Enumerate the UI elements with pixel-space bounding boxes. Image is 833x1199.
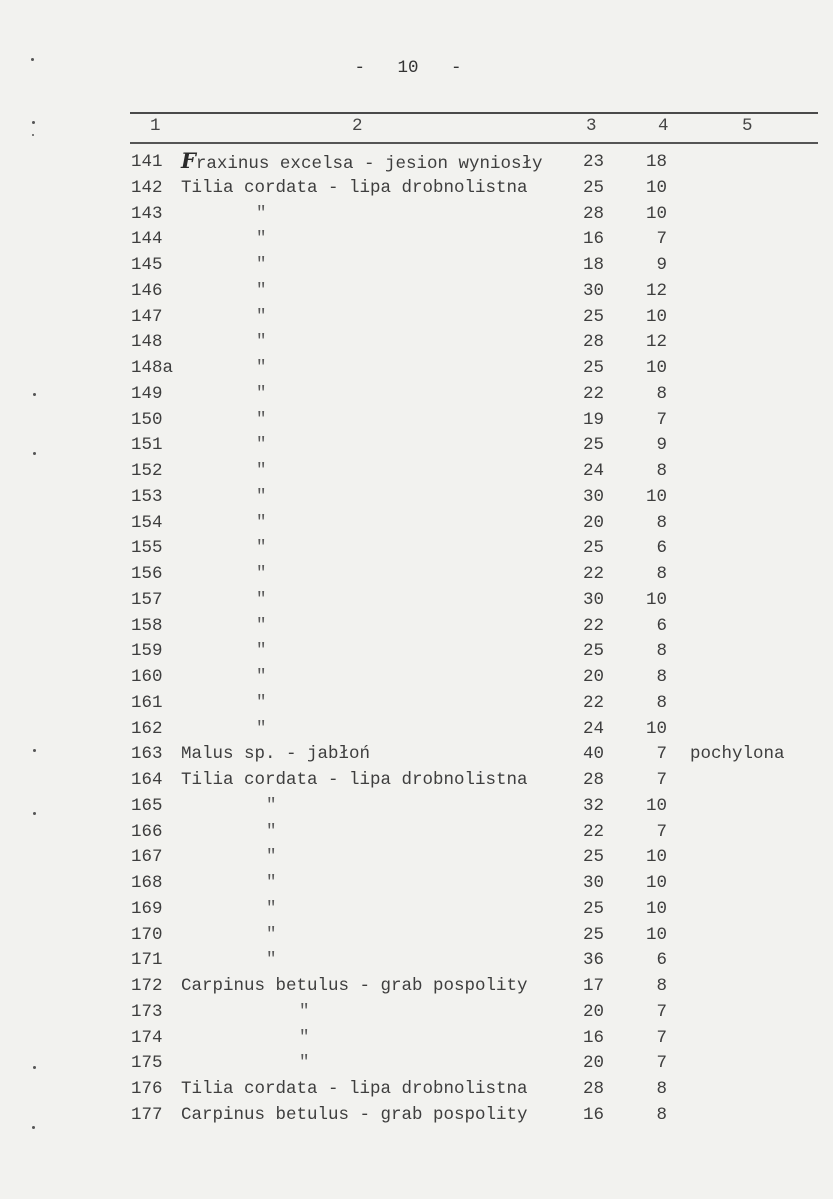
- row-number-cell: 162: [131, 718, 163, 739]
- ditto-mark: ": [266, 873, 277, 893]
- col4-value-cell: 10: [645, 795, 667, 816]
- row-number-cell: 145: [131, 255, 163, 275]
- table-row: [0, 794, 833, 820]
- col4-value-cell: 10: [645, 873, 667, 893]
- col3-value-cell: 20: [582, 1053, 604, 1074]
- col3-value-cell: 25: [582, 306, 604, 327]
- table-row: [0, 562, 833, 588]
- table-row: [0, 691, 833, 717]
- ditto-mark: ": [266, 898, 277, 919]
- col3-value-cell: 16: [582, 1104, 604, 1125]
- table-row: [0, 614, 833, 640]
- col4-value-cell: 8: [656, 1104, 667, 1125]
- table-row: [0, 974, 833, 1000]
- ditto-mark: ": [256, 409, 267, 430]
- col3-value-cell: 25: [582, 847, 604, 868]
- col3-value-cell: 24: [582, 461, 604, 481]
- table-row: [0, 511, 833, 537]
- header-col-1: 1: [150, 116, 161, 136]
- table-row: [0, 588, 833, 614]
- table-row: [0, 1051, 833, 1077]
- header-col-5: 5: [742, 116, 753, 136]
- col4-value-cell: 8: [656, 667, 667, 687]
- table-row: [0, 665, 833, 691]
- header-col-3: 3: [586, 116, 597, 136]
- row-number-cell: 141: [131, 152, 163, 172]
- table-row: [0, 150, 833, 176]
- col4-value-cell: 12: [645, 332, 667, 353]
- col4-value-cell: 7: [656, 821, 667, 842]
- ditto-mark: ": [256, 564, 267, 584]
- col4-value-cell: 6: [656, 950, 667, 971]
- col4-value-cell: 18: [645, 152, 667, 172]
- ditto-mark: ": [256, 692, 267, 713]
- row-number-cell: 143: [131, 203, 163, 224]
- col4-value-cell: 8: [656, 692, 667, 713]
- table-row: [0, 433, 833, 459]
- col3-value-cell: 22: [582, 615, 604, 636]
- table-row: [0, 382, 833, 408]
- table-row: [0, 227, 833, 253]
- ditto-mark: ": [266, 847, 277, 868]
- col4-value-cell: 10: [645, 847, 667, 868]
- row-number-cell: 168: [131, 873, 163, 893]
- col4-value-cell: 10: [645, 898, 667, 919]
- row-number-cell: 144: [131, 229, 163, 250]
- col3-value-cell: 28: [582, 203, 604, 224]
- species-cell: Tilia cordata - lipa drobnolistna: [181, 770, 528, 790]
- col3-value-cell: 25: [582, 435, 604, 456]
- col4-value-cell: 7: [656, 1001, 667, 1022]
- col4-value-cell: 9: [656, 435, 667, 456]
- row-number-cell: 175: [131, 1053, 163, 1074]
- row-number-cell: 157: [131, 589, 163, 610]
- ditto-mark: ": [299, 1001, 310, 1022]
- row-number-cell: 148a: [131, 358, 174, 378]
- row-number-cell: 170: [131, 924, 163, 945]
- table-row: [0, 897, 833, 923]
- table-row: [0, 330, 833, 356]
- species-cell: Tilia cordata - lipa drobnolistna: [181, 177, 528, 198]
- table-row: [0, 639, 833, 665]
- col3-value-cell: 17: [582, 976, 604, 996]
- page-number: - 10 -: [354, 58, 462, 78]
- row-number-cell: 152: [131, 461, 163, 481]
- row-number-cell: 172: [131, 976, 163, 996]
- col3-value-cell: 18: [582, 255, 604, 275]
- row-number-cell: 155: [131, 538, 163, 559]
- row-number-cell: 171: [131, 950, 163, 971]
- table-row: [0, 279, 833, 305]
- ditto-mark: ": [256, 203, 267, 224]
- table-row: [0, 845, 833, 871]
- col3-value-cell: 30: [582, 280, 604, 301]
- ditto-mark: ": [256, 589, 267, 610]
- row-number-cell: 142: [131, 177, 163, 198]
- table-row: [0, 408, 833, 434]
- col4-value-cell: 6: [656, 538, 667, 559]
- header-bottom-rule: [130, 142, 818, 144]
- row-number-cell: 156: [131, 564, 163, 584]
- col3-value-cell: 25: [582, 641, 604, 662]
- col3-value-cell: 32: [582, 795, 604, 816]
- table-row: [0, 305, 833, 331]
- col3-value-cell: 25: [582, 358, 604, 378]
- row-number-cell: 165: [131, 795, 163, 816]
- table-row: [0, 253, 833, 279]
- ditto-mark: ": [256, 358, 267, 378]
- row-number-cell: 163: [131, 744, 163, 765]
- col3-value-cell: 20: [582, 512, 604, 533]
- table-row: [0, 820, 833, 846]
- ditto-mark: ": [256, 435, 267, 456]
- col4-value-cell: 7: [656, 744, 667, 765]
- ditto-mark: ": [256, 641, 267, 662]
- ditto-mark: ": [256, 718, 267, 739]
- col4-value-cell: 10: [645, 589, 667, 610]
- row-number-cell: 176: [131, 1079, 163, 1099]
- ditto-mark: ": [266, 795, 277, 816]
- row-number-cell: 169: [131, 898, 163, 919]
- remarks-cell: pochylona: [690, 744, 785, 765]
- row-number-cell: 146: [131, 280, 163, 301]
- table-row: [0, 948, 833, 974]
- row-number-cell: 147: [131, 306, 163, 327]
- table-row: [0, 1026, 833, 1052]
- ditto-mark: ": [256, 255, 267, 275]
- ditto-mark: ": [256, 332, 267, 353]
- col4-value-cell: 7: [656, 409, 667, 430]
- table-row: [0, 459, 833, 485]
- col3-value-cell: 28: [582, 770, 604, 790]
- row-number-cell: 166: [131, 821, 163, 842]
- col4-value-cell: 12: [645, 280, 667, 301]
- ditto-mark: ": [256, 383, 267, 404]
- species-cell: Malus sp. - jabłoń: [181, 744, 371, 765]
- ditto-mark: ": [256, 306, 267, 327]
- ditto-mark: ": [256, 486, 267, 507]
- table-row: [0, 742, 833, 768]
- col3-value-cell: 24: [582, 718, 604, 739]
- ditto-mark: ": [256, 667, 267, 687]
- col3-value-cell: 23: [582, 152, 604, 172]
- table-row: [0, 485, 833, 511]
- row-number-cell: 173: [131, 1001, 163, 1022]
- species-cell: Tilia cordata - lipa drobnolistna: [181, 1079, 528, 1099]
- table-row: [0, 923, 833, 949]
- col3-value-cell: 28: [582, 1079, 604, 1099]
- col4-value-cell: 8: [656, 461, 667, 481]
- col4-value-cell: 10: [645, 718, 667, 739]
- col3-value-cell: 36: [582, 950, 604, 971]
- col3-value-cell: 16: [582, 229, 604, 250]
- header-top-rule: [130, 112, 818, 114]
- col4-value-cell: 7: [656, 770, 667, 790]
- species-cell: Carpinus betulus - grab pospolity: [181, 976, 528, 996]
- col3-value-cell: 20: [582, 1001, 604, 1022]
- table-row: [0, 176, 833, 202]
- table-row: [0, 871, 833, 897]
- table-row: [0, 356, 833, 382]
- row-number-cell: 151: [131, 435, 163, 456]
- col3-value-cell: 22: [582, 692, 604, 713]
- col3-value-cell: 22: [582, 821, 604, 842]
- ditto-mark: ": [266, 821, 277, 842]
- row-number-cell: 158: [131, 615, 163, 636]
- margin-mark: [32, 121, 35, 124]
- col3-value-cell: 22: [582, 564, 604, 584]
- table-row: [0, 1000, 833, 1026]
- row-number-cell: 177: [131, 1104, 163, 1125]
- species-cell: Fraxinus excelsa - jesion wyniosły: [181, 148, 543, 174]
- col4-value-cell: 6: [656, 615, 667, 636]
- ditto-mark: ": [256, 512, 267, 533]
- col4-value-cell: 10: [645, 924, 667, 945]
- row-number-cell: 154: [131, 512, 163, 533]
- col3-value-cell: 30: [582, 486, 604, 507]
- col3-value-cell: 25: [582, 177, 604, 198]
- col3-value-cell: 25: [582, 538, 604, 559]
- species-cell: Carpinus betulus - grab pospolity: [181, 1104, 528, 1125]
- table-row: [0, 717, 833, 743]
- col3-value-cell: 25: [582, 924, 604, 945]
- ditto-mark: ": [256, 615, 267, 636]
- row-number-cell: 153: [131, 486, 163, 507]
- table-row: [0, 1077, 833, 1103]
- col4-value-cell: 10: [645, 177, 667, 198]
- col4-value-cell: 8: [656, 1079, 667, 1099]
- margin-mark: [32, 134, 34, 136]
- ditto-mark: ": [256, 229, 267, 250]
- table-row: [0, 536, 833, 562]
- header-col-2: 2: [352, 116, 363, 136]
- col4-value-cell: 8: [656, 383, 667, 404]
- col3-value-cell: 22: [582, 383, 604, 404]
- ditto-mark: ": [266, 924, 277, 945]
- col4-value-cell: 8: [656, 641, 667, 662]
- row-number-cell: 160: [131, 667, 163, 687]
- col4-value-cell: 10: [645, 486, 667, 507]
- col3-value-cell: 19: [582, 409, 604, 430]
- table-row: [0, 202, 833, 228]
- row-number-cell: 174: [131, 1027, 163, 1048]
- col3-value-cell: 16: [582, 1027, 604, 1048]
- ditto-mark: ": [256, 538, 267, 559]
- ditto-mark: ": [256, 461, 267, 481]
- col4-value-cell: 8: [656, 976, 667, 996]
- row-number-cell: 150: [131, 409, 163, 430]
- ditto-mark: ": [299, 1027, 310, 1048]
- row-number-cell: 148: [131, 332, 163, 353]
- col4-value-cell: 7: [656, 229, 667, 250]
- col4-value-cell: 10: [645, 306, 667, 327]
- col3-value-cell: 30: [582, 589, 604, 610]
- table-row: [0, 768, 833, 794]
- col3-value-cell: 40: [582, 744, 604, 765]
- col4-value-cell: 7: [656, 1027, 667, 1048]
- col4-value-cell: 8: [656, 564, 667, 584]
- ditto-mark: ": [256, 280, 267, 301]
- col3-value-cell: 25: [582, 898, 604, 919]
- col4-value-cell: 10: [645, 203, 667, 224]
- table-row: [0, 1103, 833, 1129]
- row-number-cell: 149: [131, 383, 163, 404]
- row-number-cell: 161: [131, 692, 163, 713]
- col3-value-cell: 30: [582, 873, 604, 893]
- col4-value-cell: 7: [656, 1053, 667, 1074]
- col4-value-cell: 9: [656, 255, 667, 275]
- row-number-cell: 159: [131, 641, 163, 662]
- col4-value-cell: 10: [645, 358, 667, 378]
- row-number-cell: 167: [131, 847, 163, 868]
- ditto-mark: ": [299, 1053, 310, 1074]
- col3-value-cell: 20: [582, 667, 604, 687]
- header-col-4: 4: [658, 116, 669, 136]
- col3-value-cell: 28: [582, 332, 604, 353]
- ditto-mark: ": [266, 950, 277, 971]
- col4-value-cell: 8: [656, 512, 667, 533]
- row-number-cell: 164: [131, 770, 163, 790]
